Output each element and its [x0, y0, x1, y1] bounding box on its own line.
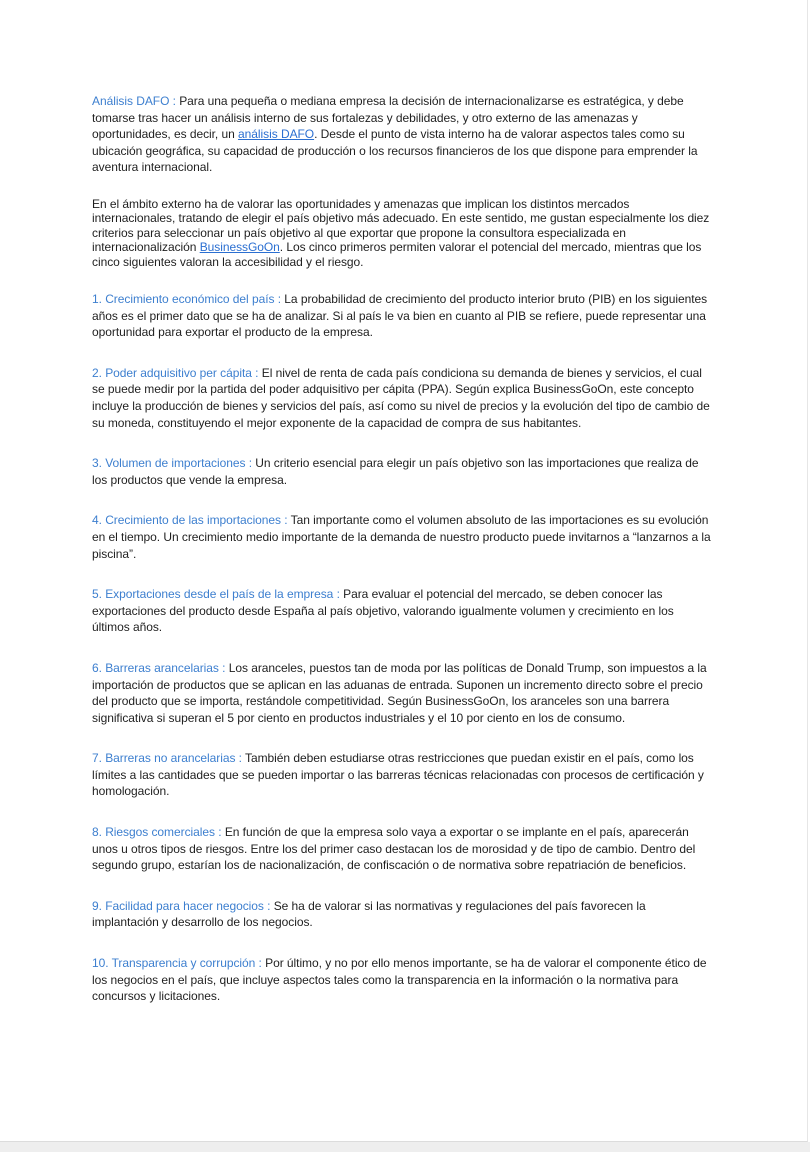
- criterion-7: [92, 750, 712, 800]
- external-text-after-link: . Los cinco primeros permiten valorar el potencial del mercado, mientras que los cinco siguientes valoran la accesibilidad y el riesgo.: [92, 240, 702, 269]
- criterion-9: [92, 898, 712, 931]
- criterion-heading: 6. Barreras arancelarias :: [92, 660, 226, 675]
- criterion-heading: 7. Barreras no arancelarias :: [92, 751, 242, 766]
- criterion-heading: 1. Crecimiento económico del país :: [92, 292, 282, 306]
- external-text-before-link: En el ámbito externo ha de valorar las oportunidades y amenazas que implican los distintos mercados internacionales, tratando de elegir el país objetivo más adecuado. En este sentido, me gustan especialmente los diez criterios para seleccionar un país objetivo al que exportar que propone la consultora especializada en internacionalización: [92, 196, 710, 255]
- criterion-10: [92, 955, 712, 1005]
- criterion-text: Los aranceles, puestos tan de moda por las políticas de Donald Trump, son impuestos a la importación de productos que se aplican en las aduanas de entrada. Suponen un incremento directo sobre el precio del producto que se importa, restándole competitividad. Según BusinessGoOn, los aranceles son una barrera significativa si superan el 5 por ciento en productos industriales y el 10 por ciento en los de consumo.: [92, 660, 707, 725]
- criterion-text: Se ha de valorar si las normativas y regulaciones del país favorecen la implantación y desarrollo de los negocios.: [92, 898, 646, 930]
- criterion-8: [92, 824, 712, 874]
- intro-heading: Análisis DAFO :: [92, 94, 176, 108]
- businessgoon-link[interactable]: BusinessGoOn: [199, 240, 280, 255]
- document-body: [92, 93, 712, 1005]
- intro-text-after-link: . Desde el punto de vista interno ha de valorar aspectos tales como su ubicación geográfica, su capacidad de producción o los recursos financieros de los que dispone para emprender la aventura internacional.: [92, 127, 698, 175]
- analisis-dafo-link[interactable]: análisis DAFO: [238, 127, 315, 142]
- criterion-text: Un criterio esencial para elegir un país objetivo son las importaciones que realiza de los productos que vende la empresa.: [92, 456, 699, 487]
- criterion-heading: 9. Facilidad para hacer negocios :: [92, 898, 271, 913]
- criterion-4: [92, 512, 712, 562]
- criterion-text: Por último, y no por ello menos importante, se ha de valorar el componente ético de los negocios en el país, que incluye aspectos tales como la transparencia en la información o la normativa para concursos y licitaciones.: [92, 956, 707, 1004]
- intro-text-before-link: Para una pequeña o mediana empresa la decisión de internacionalizarse es estratégica, y debe tomarse tras hacer un análisis interno de sus fortalezas y debilidades, y otro externo de las amenazas y oportunidades, es decir, un: [92, 94, 684, 142]
- criterion-text: La probabilidad de crecimiento del producto interior bruto (PIB) en los siguientes años es el primer dato que se ha de analizar. Si al país le va bien en cuanto al PIB se refiere, puede representar una oportunidad para exportar el producto de la empresa.: [92, 292, 708, 340]
- criterion-5: [92, 586, 712, 636]
- criterion-text: Para evaluar el potencial del mercado, se deben conocer las exportaciones del producto desde España al país objetivo, valorando igualmente volumen y crecimiento en los últimos años.: [92, 587, 674, 635]
- criterion-3: [92, 455, 712, 488]
- criterion-1: [92, 291, 712, 341]
- criterion-6: [92, 660, 712, 726]
- criterion-text: En función de que la empresa solo vaya a exportar o se implante en el país, aparecerán unos u otros tipos de riesgos. Entre los del primer caso destacan los de morosidad y de tipo de cambio. Dentro del segundo grupo, estarían los de nacionalización, de confiscación o de normativa sobre repatriación de beneficios.: [92, 825, 696, 873]
- intro-paragraph: [92, 93, 712, 176]
- criterion-text: El nivel de renta de cada país condiciona su demanda de bienes y servicios, el cual se puede medir por la partida del poder adquisitivo per cápita (PPA). Según explica BusinessGoOn, este concepto incluye la producción de bienes y servicios del país, así como su nivel de precios y la evolución del tipo de cambio de su moneda, constituyendo el mejor exponente de la capacidad de compra de sus habitantes.: [92, 365, 710, 430]
- criterion-text: Tan importante como el volumen absoluto de las importaciones es su evolución en el tiempo. Un crecimiento medio importante de la demanda de nuestro producto puede invitarnos a “lanzarnos a la piscina”.: [92, 513, 711, 561]
- criterion-heading: 3. Volumen de importaciones :: [92, 456, 252, 471]
- criterion-heading: 8. Riesgos comerciales :: [92, 825, 222, 840]
- criterion-text: También deben estudiarse otras restricciones que puedan existir en el país, como los límites a las cantidades que se pueden importar o las barreras técnicas relacionadas con procesos de certificación y homologación.: [92, 751, 704, 799]
- criterion-heading: 2. Poder adquisitivo per cápita :: [92, 365, 259, 380]
- criterion-heading: 10. Transparencia y corrupción :: [92, 956, 262, 971]
- criterion-heading: 5. Exportaciones desde el país de la empresa :: [92, 587, 340, 602]
- criterion-heading: 4. Crecimiento de las importaciones :: [92, 513, 288, 528]
- criterion-2: [92, 365, 712, 431]
- external-paragraph: [92, 197, 712, 269]
- page-bottom-edge: [0, 1142, 810, 1152]
